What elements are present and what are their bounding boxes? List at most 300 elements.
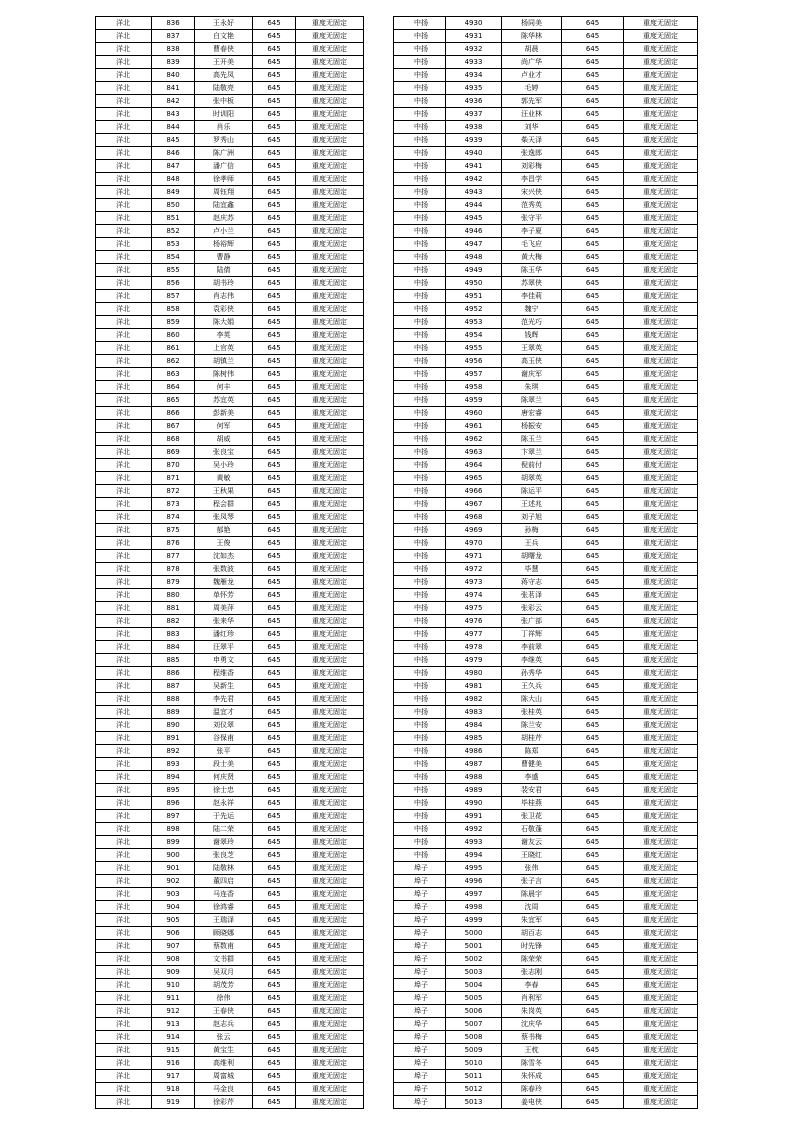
cell-amount: 645 bbox=[253, 1044, 296, 1057]
cell-category: 重度无固定 bbox=[296, 238, 364, 251]
cell-area: 中扬 bbox=[394, 628, 446, 641]
cell-category: 重度无固定 bbox=[296, 43, 364, 56]
table-row bbox=[96, 264, 364, 277]
cell-name: 徐鸿睿 bbox=[195, 901, 253, 914]
cell-number: 5013 bbox=[446, 1096, 502, 1109]
table-row bbox=[394, 225, 698, 238]
table-row bbox=[96, 199, 364, 212]
cell-name: 吴小玲 bbox=[195, 459, 253, 472]
cell-category: 重度无固定 bbox=[624, 849, 698, 862]
cell-amount: 645 bbox=[562, 498, 624, 511]
cell-name: 何庆贤 bbox=[195, 771, 253, 784]
cell-amount: 645 bbox=[253, 888, 296, 901]
cell-area: 洋北 bbox=[96, 602, 152, 615]
cell-amount: 645 bbox=[562, 251, 624, 264]
cell-number: 4967 bbox=[446, 498, 502, 511]
cell-category: 重度无固定 bbox=[624, 69, 698, 82]
table-row bbox=[96, 472, 364, 485]
cell-category: 重度无固定 bbox=[624, 732, 698, 745]
cell-area: 中扬 bbox=[394, 147, 446, 160]
cell-amount: 645 bbox=[253, 719, 296, 732]
cell-amount: 645 bbox=[253, 199, 296, 212]
cell-number: 4942 bbox=[446, 173, 502, 186]
cell-number: 4953 bbox=[446, 316, 502, 329]
cell-category: 重度无固定 bbox=[296, 797, 364, 810]
cell-amount: 645 bbox=[562, 342, 624, 355]
table-row bbox=[96, 290, 364, 303]
cell-category: 重度无固定 bbox=[296, 784, 364, 797]
cell-name: 程维香 bbox=[195, 667, 253, 680]
cell-name: 胡晨 bbox=[502, 43, 562, 56]
cell-area: 洋北 bbox=[96, 329, 152, 342]
cell-amount: 645 bbox=[562, 966, 624, 979]
cell-name: 张中板 bbox=[195, 95, 253, 108]
cell-name: 肖乐 bbox=[195, 121, 253, 134]
cell-category: 重度无固定 bbox=[624, 30, 698, 43]
cell-category: 重度无固定 bbox=[624, 927, 698, 940]
cell-category: 重度无固定 bbox=[624, 771, 698, 784]
table-row bbox=[96, 498, 364, 511]
cell-area: 中扬 bbox=[394, 82, 446, 95]
cell-number: 5011 bbox=[446, 1070, 502, 1083]
cell-number: 4983 bbox=[446, 706, 502, 719]
cell-category: 重度无固定 bbox=[296, 1044, 364, 1057]
cell-amount: 645 bbox=[562, 563, 624, 576]
cell-number: 4996 bbox=[446, 875, 502, 888]
cell-name: 张数波 bbox=[195, 563, 253, 576]
cell-area: 中扬 bbox=[394, 160, 446, 173]
cell-category: 重度无固定 bbox=[296, 576, 364, 589]
cell-area: 洋北 bbox=[96, 238, 152, 251]
cell-category: 重度无固定 bbox=[296, 628, 364, 641]
table-row bbox=[96, 628, 364, 641]
cell-category: 重度无固定 bbox=[624, 1031, 698, 1044]
cell-amount: 645 bbox=[253, 927, 296, 940]
table-row bbox=[394, 888, 698, 901]
table-row bbox=[394, 576, 698, 589]
cell-area: 洋北 bbox=[96, 953, 152, 966]
cell-name: 张守平 bbox=[502, 212, 562, 225]
table-row bbox=[96, 602, 364, 615]
table-row bbox=[394, 199, 698, 212]
table-row bbox=[96, 1044, 364, 1057]
table-row bbox=[394, 823, 698, 836]
cell-amount: 645 bbox=[562, 472, 624, 485]
cell-name: 李佳莉 bbox=[502, 290, 562, 303]
cell-area: 中扬 bbox=[394, 212, 446, 225]
cell-name: 范光巧 bbox=[502, 316, 562, 329]
cell-area: 洋北 bbox=[96, 641, 152, 654]
cell-area: 洋北 bbox=[96, 277, 152, 290]
cell-name: 王晓红 bbox=[502, 849, 562, 862]
cell-name: 陆敬亮 bbox=[195, 82, 253, 95]
cell-area: 洋北 bbox=[96, 1096, 152, 1109]
cell-amount: 645 bbox=[562, 173, 624, 186]
cell-name: 王枕 bbox=[502, 1044, 562, 1057]
table-row bbox=[96, 745, 364, 758]
cell-area: 洋北 bbox=[96, 992, 152, 1005]
table-row bbox=[394, 758, 698, 771]
table-row bbox=[394, 628, 698, 641]
cell-name: 张茗泽 bbox=[502, 589, 562, 602]
cell-category: 重度无固定 bbox=[296, 706, 364, 719]
cell-amount: 645 bbox=[562, 875, 624, 888]
cell-area: 洋北 bbox=[96, 940, 152, 953]
cell-amount: 645 bbox=[562, 69, 624, 82]
cell-area: 埠子 bbox=[394, 1005, 446, 1018]
table-row bbox=[394, 69, 698, 82]
cell-number: 886 bbox=[152, 667, 195, 680]
cell-number: 872 bbox=[152, 485, 195, 498]
table-row bbox=[394, 108, 698, 121]
table-row bbox=[394, 1005, 698, 1018]
cell-name: 谢友云 bbox=[502, 836, 562, 849]
table-row bbox=[96, 225, 364, 238]
cell-category: 重度无固定 bbox=[624, 537, 698, 550]
cell-area: 洋北 bbox=[96, 1044, 152, 1057]
table-row bbox=[96, 459, 364, 472]
cell-area: 中扬 bbox=[394, 680, 446, 693]
cell-amount: 645 bbox=[253, 654, 296, 667]
cell-area: 洋北 bbox=[96, 147, 152, 160]
cell-name: 谷保甫 bbox=[195, 732, 253, 745]
cell-name: 朱怀成 bbox=[502, 1070, 562, 1083]
cell-number: 914 bbox=[152, 1031, 195, 1044]
cell-area: 中扬 bbox=[394, 381, 446, 394]
table-row bbox=[96, 901, 364, 914]
cell-number: 889 bbox=[152, 706, 195, 719]
cell-amount: 645 bbox=[253, 940, 296, 953]
cell-amount: 645 bbox=[562, 641, 624, 654]
cell-area: 埠子 bbox=[394, 1044, 446, 1057]
cell-area: 洋北 bbox=[96, 927, 152, 940]
table-row bbox=[394, 537, 698, 550]
cell-name: 张来华 bbox=[195, 615, 253, 628]
cell-area: 洋北 bbox=[96, 693, 152, 706]
table-row bbox=[394, 797, 698, 810]
cell-category: 重度无固定 bbox=[296, 82, 364, 95]
cell-amount: 645 bbox=[562, 56, 624, 69]
table-row bbox=[96, 485, 364, 498]
cell-amount: 645 bbox=[253, 394, 296, 407]
cell-area: 埠子 bbox=[394, 1057, 446, 1070]
table-row bbox=[394, 173, 698, 186]
cell-name: 朱宜军 bbox=[502, 914, 562, 927]
table-row bbox=[96, 849, 364, 862]
cell-number: 905 bbox=[152, 914, 195, 927]
cell-area: 中扬 bbox=[394, 199, 446, 212]
cell-number: 4974 bbox=[446, 589, 502, 602]
cell-number: 4941 bbox=[446, 160, 502, 173]
cell-area: 洋北 bbox=[96, 251, 152, 264]
cell-amount: 645 bbox=[253, 160, 296, 173]
cell-amount: 645 bbox=[253, 836, 296, 849]
cell-amount: 645 bbox=[253, 147, 296, 160]
cell-amount: 645 bbox=[253, 641, 296, 654]
cell-number: 4956 bbox=[446, 355, 502, 368]
cell-number: 4989 bbox=[446, 784, 502, 797]
cell-amount: 645 bbox=[253, 706, 296, 719]
cell-amount: 645 bbox=[562, 576, 624, 589]
cell-category: 重度无固定 bbox=[624, 121, 698, 134]
cell-number: 862 bbox=[152, 355, 195, 368]
cell-name: 吴新生 bbox=[195, 680, 253, 693]
cell-area: 埠子 bbox=[394, 901, 446, 914]
cell-name: 张桂英 bbox=[502, 706, 562, 719]
cell-category: 重度无固定 bbox=[296, 108, 364, 121]
cell-number: 4979 bbox=[446, 654, 502, 667]
table-row bbox=[96, 810, 364, 823]
cell-name: 刘彩梅 bbox=[502, 160, 562, 173]
cell-amount: 645 bbox=[253, 69, 296, 82]
cell-category: 重度无固定 bbox=[296, 69, 364, 82]
cell-number: 915 bbox=[152, 1044, 195, 1057]
cell-category: 重度无固定 bbox=[624, 147, 698, 160]
cell-category: 重度无固定 bbox=[296, 680, 364, 693]
cell-name: 彭新美 bbox=[195, 407, 253, 420]
cell-category: 重度无固定 bbox=[296, 888, 364, 901]
cell-number: 4968 bbox=[446, 511, 502, 524]
table-row bbox=[96, 316, 364, 329]
table-row bbox=[96, 524, 364, 537]
table-row bbox=[96, 511, 364, 524]
cell-area: 洋北 bbox=[96, 303, 152, 316]
cell-number: 911 bbox=[152, 992, 195, 1005]
cell-category: 重度无固定 bbox=[296, 862, 364, 875]
cell-number: 874 bbox=[152, 511, 195, 524]
cell-number: 890 bbox=[152, 719, 195, 732]
cell-name: 胡曙龙 bbox=[502, 550, 562, 563]
cell-amount: 645 bbox=[253, 264, 296, 277]
table-row bbox=[394, 615, 698, 628]
table-row bbox=[96, 95, 364, 108]
cell-category: 重度无固定 bbox=[296, 771, 364, 784]
cell-number: 879 bbox=[152, 576, 195, 589]
cell-amount: 645 bbox=[253, 589, 296, 602]
cell-area: 埠子 bbox=[394, 927, 446, 940]
cell-category: 重度无固定 bbox=[624, 888, 698, 901]
cell-category: 重度无固定 bbox=[624, 277, 698, 290]
cell-number: 4954 bbox=[446, 329, 502, 342]
cell-area: 洋北 bbox=[96, 420, 152, 433]
cell-category: 重度无固定 bbox=[624, 95, 698, 108]
cell-number: 4952 bbox=[446, 303, 502, 316]
cell-name: 袁彩侠 bbox=[195, 303, 253, 316]
cell-amount: 645 bbox=[253, 1018, 296, 1031]
cell-amount: 645 bbox=[253, 134, 296, 147]
cell-name: 高玉侠 bbox=[502, 355, 562, 368]
cell-amount: 645 bbox=[562, 719, 624, 732]
cell-name: 胡茂芳 bbox=[195, 979, 253, 992]
table-row bbox=[96, 56, 364, 69]
cell-area: 洋北 bbox=[96, 108, 152, 121]
cell-name: 黄大梅 bbox=[502, 251, 562, 264]
table-row bbox=[96, 836, 364, 849]
cell-amount: 645 bbox=[253, 407, 296, 420]
cell-area: 洋北 bbox=[96, 1018, 152, 1031]
cell-number: 4935 bbox=[446, 82, 502, 95]
cell-category: 重度无固定 bbox=[624, 550, 698, 563]
cell-area: 埠子 bbox=[394, 966, 446, 979]
cell-area: 中扬 bbox=[394, 797, 446, 810]
table-row bbox=[96, 966, 364, 979]
table-row bbox=[394, 1070, 698, 1083]
cell-name: 范秀英 bbox=[502, 199, 562, 212]
cell-area: 中扬 bbox=[394, 277, 446, 290]
cell-amount: 645 bbox=[562, 745, 624, 758]
cell-amount: 645 bbox=[562, 277, 624, 290]
cell-category: 重度无固定 bbox=[296, 251, 364, 264]
cell-name: 王春侠 bbox=[195, 1005, 253, 1018]
cell-name: 张逸郎 bbox=[502, 147, 562, 160]
cell-category: 重度无固定 bbox=[296, 732, 364, 745]
cell-category: 重度无固定 bbox=[624, 1044, 698, 1057]
cell-area: 埠子 bbox=[394, 1018, 446, 1031]
cell-number: 852 bbox=[152, 225, 195, 238]
cell-area: 中扬 bbox=[394, 615, 446, 628]
cell-area: 中扬 bbox=[394, 641, 446, 654]
table-row bbox=[394, 160, 698, 173]
cell-amount: 645 bbox=[562, 433, 624, 446]
cell-category: 重度无固定 bbox=[624, 199, 698, 212]
cell-category: 重度无固定 bbox=[624, 329, 698, 342]
cell-category: 重度无固定 bbox=[624, 381, 698, 394]
cell-name: 钱辉 bbox=[502, 329, 562, 342]
cell-name: 何军 bbox=[195, 420, 253, 433]
cell-name: 陆宜鑫 bbox=[195, 199, 253, 212]
cell-amount: 645 bbox=[253, 56, 296, 69]
cell-amount: 645 bbox=[253, 95, 296, 108]
cell-number: 4992 bbox=[446, 823, 502, 836]
cell-number: 847 bbox=[152, 160, 195, 173]
cell-name: 朱琪 bbox=[502, 381, 562, 394]
cell-number: 916 bbox=[152, 1057, 195, 1070]
cell-name: 裴安君 bbox=[502, 784, 562, 797]
cell-name: 王兵 bbox=[502, 537, 562, 550]
cell-amount: 645 bbox=[253, 797, 296, 810]
cell-name: 张良芝 bbox=[195, 849, 253, 862]
cell-amount: 645 bbox=[253, 771, 296, 784]
cell-area: 洋北 bbox=[96, 1057, 152, 1070]
table-row bbox=[96, 589, 364, 602]
cell-area: 洋北 bbox=[96, 563, 152, 576]
table-row bbox=[394, 355, 698, 368]
table-row bbox=[394, 810, 698, 823]
table-row bbox=[96, 433, 364, 446]
cell-area: 埠子 bbox=[394, 875, 446, 888]
cell-area: 埠子 bbox=[394, 1083, 446, 1096]
cell-area: 洋北 bbox=[96, 758, 152, 771]
cell-category: 重度无固定 bbox=[624, 628, 698, 641]
cell-name: 孙梅 bbox=[502, 524, 562, 537]
cell-number: 878 bbox=[152, 563, 195, 576]
cell-number: 909 bbox=[152, 966, 195, 979]
table-row bbox=[96, 186, 364, 199]
cell-category: 重度无固定 bbox=[296, 134, 364, 147]
cell-category: 重度无固定 bbox=[296, 901, 364, 914]
table-row bbox=[96, 797, 364, 810]
cell-number: 4981 bbox=[446, 680, 502, 693]
cell-category: 重度无固定 bbox=[296, 641, 364, 654]
table-row bbox=[394, 277, 698, 290]
cell-name: 杨振安 bbox=[502, 420, 562, 433]
cell-category: 重度无固定 bbox=[296, 368, 364, 381]
cell-area: 埠子 bbox=[394, 862, 446, 875]
cell-name: 于先运 bbox=[195, 810, 253, 823]
cell-name: 沈如杰 bbox=[195, 550, 253, 563]
cell-category: 重度无固定 bbox=[296, 381, 364, 394]
cell-number: 840 bbox=[152, 69, 195, 82]
cell-amount: 645 bbox=[562, 420, 624, 433]
cell-amount: 645 bbox=[562, 992, 624, 1005]
cell-area: 洋北 bbox=[96, 732, 152, 745]
table-row bbox=[394, 979, 698, 992]
cell-category: 重度无固定 bbox=[624, 862, 698, 875]
table-row bbox=[394, 420, 698, 433]
cell-amount: 645 bbox=[253, 862, 296, 875]
cell-category: 重度无固定 bbox=[296, 186, 364, 199]
cell-area: 中扬 bbox=[394, 745, 446, 758]
cell-amount: 645 bbox=[562, 147, 624, 160]
cell-amount: 645 bbox=[253, 238, 296, 251]
cell-amount: 645 bbox=[253, 979, 296, 992]
cell-amount: 645 bbox=[562, 654, 624, 667]
cell-category: 重度无固定 bbox=[624, 407, 698, 420]
cell-amount: 645 bbox=[562, 602, 624, 615]
cell-name: 张云 bbox=[195, 1031, 253, 1044]
cell-number: 4936 bbox=[446, 95, 502, 108]
cell-number: 836 bbox=[152, 17, 195, 30]
table-row bbox=[394, 381, 698, 394]
cell-amount: 645 bbox=[562, 381, 624, 394]
cell-category: 重度无固定 bbox=[296, 1057, 364, 1070]
cell-area: 洋北 bbox=[96, 368, 152, 381]
table-row bbox=[394, 134, 698, 147]
cell-area: 中扬 bbox=[394, 355, 446, 368]
cell-area: 中扬 bbox=[394, 290, 446, 303]
cell-amount: 645 bbox=[253, 1005, 296, 1018]
cell-number: 892 bbox=[152, 745, 195, 758]
cell-number: 4964 bbox=[446, 459, 502, 472]
cell-category: 重度无固定 bbox=[296, 95, 364, 108]
cell-name: 张平 bbox=[195, 745, 253, 758]
table-row bbox=[394, 212, 698, 225]
table-row bbox=[394, 1096, 698, 1109]
cell-amount: 645 bbox=[562, 758, 624, 771]
cell-category: 重度无固定 bbox=[296, 433, 364, 446]
cell-amount: 645 bbox=[253, 446, 296, 459]
cell-area: 中扬 bbox=[394, 849, 446, 862]
table-row bbox=[394, 82, 698, 95]
cell-amount: 645 bbox=[253, 966, 296, 979]
cell-area: 洋北 bbox=[96, 1070, 152, 1083]
cell-name: 沈周 bbox=[502, 901, 562, 914]
cell-area: 中扬 bbox=[394, 459, 446, 472]
cell-number: 906 bbox=[152, 927, 195, 940]
cell-name: 李子夏 bbox=[502, 225, 562, 238]
cell-amount: 645 bbox=[253, 498, 296, 511]
cell-amount: 645 bbox=[253, 550, 296, 563]
cell-number: 4934 bbox=[446, 69, 502, 82]
cell-category: 重度无固定 bbox=[296, 277, 364, 290]
table-row bbox=[394, 43, 698, 56]
cell-amount: 645 bbox=[562, 212, 624, 225]
cell-amount: 645 bbox=[562, 160, 624, 173]
cell-name: 郭先军 bbox=[502, 95, 562, 108]
cell-name: 王开美 bbox=[195, 56, 253, 69]
cell-amount: 645 bbox=[253, 1070, 296, 1083]
cell-name: 陈玉华 bbox=[502, 264, 562, 277]
